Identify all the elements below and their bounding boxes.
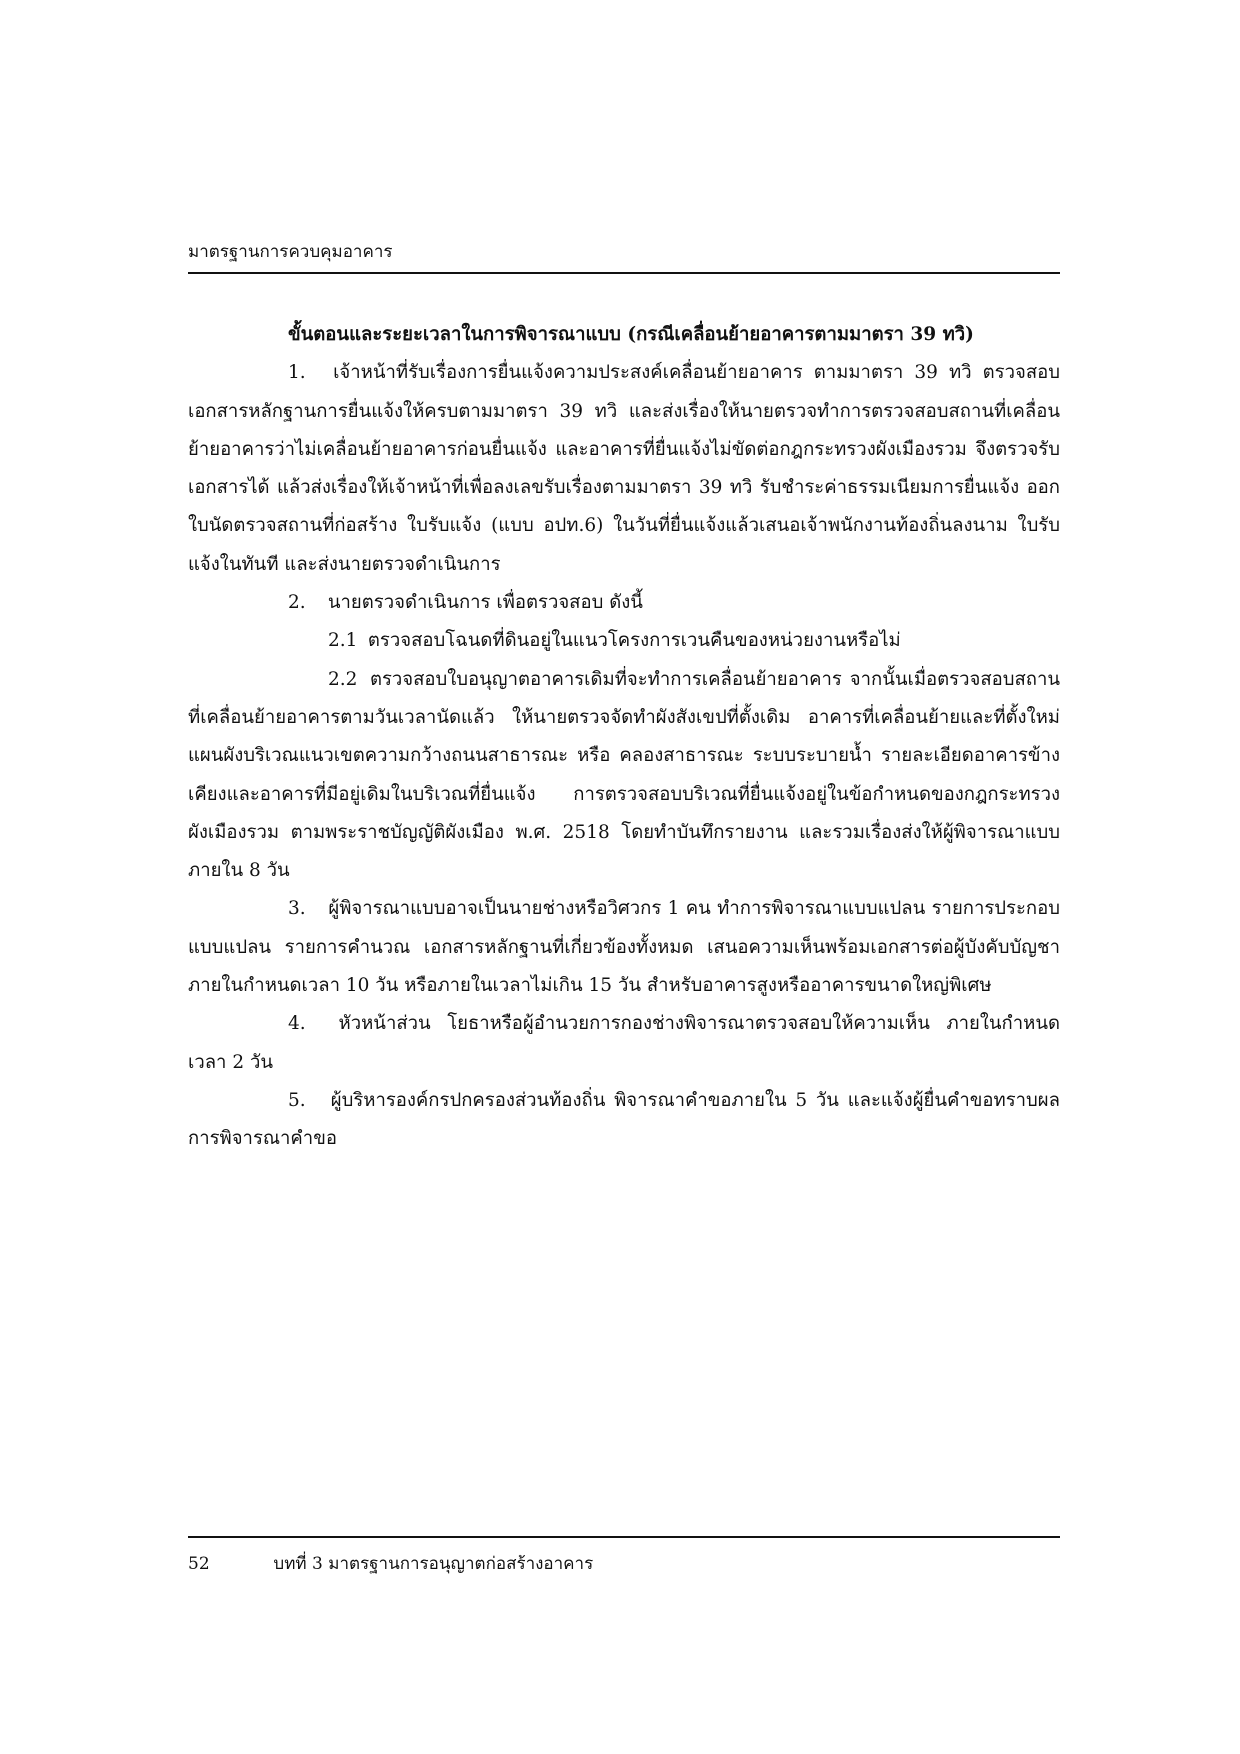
- item-number: 2.: [288, 592, 306, 614]
- item-number: 4.: [288, 1013, 306, 1035]
- sub-list-item: [188, 622, 1060, 660]
- page-number: 52: [188, 1554, 210, 1574]
- item-text: ผู้พิจารณาแบบอาจเป็นนายช่างหรือวิศวกร 1 คน ทำการพิจารณาแบบแปลน รายการประกอบแบบแปลน รายการคำนวณ เอกสารหลักฐานที่เกี่ยวข้องทั้งหมด เสนอความเห็นพร้อมเอกสารต่อผู้บังคับบัญชา ภายในกำหนดเวลา 10 วัน หรือภายในเวลาไม่เกิน 15 วัน สำหรับอาคารสูงหรืออาคารขนาดใหญ่พิเศษ: [188, 898, 1060, 997]
- page-footer: [188, 1552, 1060, 1576]
- section-heading: ขั้นตอนและระยะเวลาในการพิจารณาแบบ (กรณีเคลื่อนย้ายอาคารตามมาตรา 39 ทวิ): [288, 324, 974, 345]
- item-text: ตรวจสอบใบอนุญาตอาคารเดิมที่จะทำการเคลื่อนย้ายอาคาร จากนั้นเมื่อตรวจสอบสถานที่เคลื่อนย้ายอาคารตามวันเวลานัดแล้ว ให้นายตรวจจัดทำผังสังเขปที่ตั้งเดิม อาคารที่เคลื่อนย้ายและที่ตั้งใหม่ แผนผังบริเวณแนวเขตความกว้างถนนสาธารณะ หรือ คลองสาธารณะ ระบบระบายน้ำ รายละเอียดอาคารข้างเคียงและอาคารที่มีอยู่เดิมในบริเวณที่ยื่นแจ้ง การตรวจสอบบริเวณที่ยื่นแจ้งอยู่ในข้อกำหนดของกฎกระทรวง ผังเมืองรวม ตามพระราชบัญญัติผังเมือง พ.ศ. 2518 โดยทำบันทึกรายงาน และรวมเรื่องส่งให้ผู้พิจารณาแบบภายใน 8 วัน: [188, 668, 1060, 882]
- item-text: ตรวจสอบโฉนดที่ดินอยู่ในแนวโครงการเวนคืนของหน่วยงานหรือไม่: [367, 630, 901, 652]
- list-item: [188, 354, 1060, 584]
- item-number: 5.: [288, 1089, 306, 1111]
- list-item: [188, 890, 1060, 1005]
- list-item: [188, 1082, 1060, 1159]
- list-item: [188, 584, 1060, 622]
- header-divider: [188, 272, 1060, 274]
- document-body: [188, 316, 1060, 1159]
- item-text: เจ้าหน้าที่รับเรื่องการยื่นแจ้งความประสงค์เคลื่อนย้ายอาคาร ตามมาตรา 39 ทวิ ตรวจสอบ เอกสารหลักฐานการยื่นแจ้งให้ครบตามมาตรา 39 ทวิ และส่งเรื่องให้นายตรวจทำการตรวจสอบสถานที่เคลื่อนย้ายอาคารว่าไม่เคลื่อนย้ายอาคารก่อนยื่นแจ้ง และอาคารที่ยื่นแจ้งไม่ขัดต่อกฎกระทรวงผังเมืองรวม จึงตรวจรับเอกสารได้ แล้วส่งเรื่องให้เจ้าหน้าที่เพื่อลงเลขรับเรื่องตามมาตรา 39 ทวิ รับชำระค่าธรรมเนียมการยื่นแจ้ง ออกใบนัดตรวจสถานที่ก่อสร้าง ใบรับแจ้ง (แบบ อปท.6) ในวันที่ยื่นแจ้งแล้วเสนอเจ้าพนักงานท้องถิ่นลงนาม ใบรับแจ้งในทันที และส่งนายตรวจดำเนินการ: [188, 362, 1060, 575]
- item-number: 2.1: [328, 630, 358, 652]
- list-item: [188, 1005, 1060, 1082]
- running-header: มาตรฐานการควบคุมอาคาร: [188, 242, 393, 262]
- footer-divider: [188, 1536, 1060, 1538]
- item-number: 3.: [288, 898, 306, 920]
- item-text: ผู้บริหารองค์กรปกครองส่วนท้องถิ่น พิจารณาคำขอภายใน 5 วัน และแจ้งผู้ยื่นคำขอทราบผลการพิจารณาคำขอ: [188, 1089, 1060, 1150]
- item-number: 2.2: [328, 668, 358, 690]
- item-text: นายตรวจดำเนินการ เพื่อตรวจสอบ ดังนี้: [327, 592, 643, 614]
- item-text: หัวหน้าส่วน โยธาหรือผู้อำนวยการกองช่างพิจารณาตรวจสอบให้ความเห็น ภายในกำหนดเวลา 2 วัน: [188, 1013, 1060, 1073]
- sub-list-item: [188, 661, 1060, 891]
- chapter-title: บทที่ 3 มาตรฐานการอนุญาตก่อสร้างอาคาร: [273, 1554, 594, 1574]
- item-number: 1.: [288, 362, 306, 384]
